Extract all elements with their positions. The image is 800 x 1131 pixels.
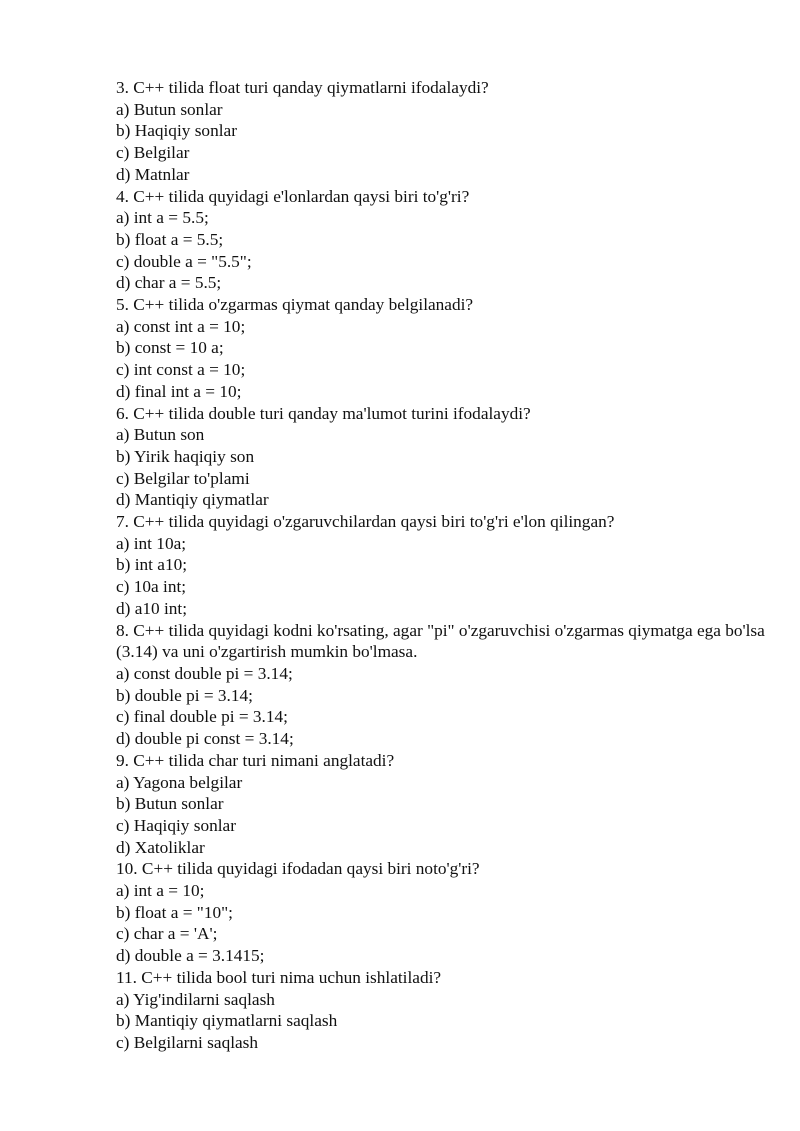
question-10 (116, 858, 766, 967)
option-c: c) Belgilarni saqlash (116, 1032, 259, 1052)
option-d: d) double pi const = 3.14; (116, 729, 294, 749)
option-d: d) Xatoliklar (116, 837, 205, 857)
document-page (116, 77, 770, 1054)
option-a: a) const double pi = 3.14; (116, 663, 293, 683)
question-text: 11. C++ tilida bool turi nima uchun ishlatiladi? (116, 967, 442, 987)
option-d: d) Matnlar (116, 164, 190, 184)
option-a: a) int 10a; (116, 533, 187, 553)
option-b: b) Yirik haqiqiy son (116, 446, 255, 466)
option-d: d) Mantiqiy qiymatlar (116, 490, 269, 510)
option-c: c) final double pi = 3.14; (116, 707, 288, 727)
option-c: c) Belgilar (116, 143, 190, 163)
option-b: b) Haqiqiy sonlar (116, 121, 237, 141)
option-b: b) const = 10 a; (116, 338, 224, 358)
option-d: d) char a = 5.5; (116, 273, 222, 293)
option-a: a) Butun son (116, 425, 205, 445)
option-c: c) char a = 'A'; (116, 924, 218, 944)
question-text: 10. C++ tilida quyidagi ifodadan qaysi biri noto'g'ri? (116, 859, 480, 879)
option-a: a) int a = 10; (116, 881, 205, 901)
question-8 (116, 620, 770, 750)
question-text: 4. C++ tilida quyidagi e'lonlardan qaysi biri to'g'ri? (116, 186, 470, 206)
option-a: a) Yig'indilarni saqlash (116, 989, 275, 1009)
option-a: a) Yagona belgilar (116, 772, 243, 792)
option-b: b) float a = "10"; (116, 902, 233, 922)
option-c: c) int const a = 10; (116, 360, 246, 380)
option-c: c) 10a int; (116, 577, 187, 597)
option-b: b) float a = 5.5; (116, 229, 224, 249)
option-d: d) double a = 3.1415; (116, 946, 265, 966)
question-6 (116, 403, 766, 512)
option-c: c) double a = "5.5"; (116, 251, 252, 271)
question-11 (116, 967, 766, 1054)
option-c: c) Belgilar to'plami (116, 468, 250, 488)
option-d: d) a10 int; (116, 598, 188, 618)
option-c: c) Haqiqiy sonlar (116, 815, 236, 835)
option-b: b) Butun sonlar (116, 794, 224, 814)
option-b: b) Mantiqiy qiymatlarni saqlash (116, 1011, 338, 1031)
question-text: 7. C++ tilida quyidagi o'zgaruvchilardan qaysi biri to'g'ri e'lon qilingan? (116, 512, 615, 532)
option-d: d) final int a = 10; (116, 381, 242, 401)
question-7 (116, 511, 766, 620)
question-text: 8. C++ tilida quyidagi kodni ko'rsating, agar "pi" o'zgaruvchisi o'zgarmas qiymatga ega bo'lsa (3.14) va uni o'zgartirish mumkin bo'lmasa. (116, 620, 770, 662)
question-5 (116, 294, 766, 403)
question-3 (116, 77, 766, 186)
question-text: 9. C++ tilida char turi nimani anglatadi? (116, 750, 395, 770)
option-b: b) int a10; (116, 555, 188, 575)
question-text: 3. C++ tilida float turi qanday qiymatlarni ifodalaydi? (116, 78, 489, 97)
option-a: a) const int a = 10; (116, 316, 246, 336)
option-a: a) int a = 5.5; (116, 208, 209, 228)
question-4 (116, 186, 766, 295)
option-a: a) Butun sonlar (116, 99, 223, 119)
question-text: 5. C++ tilida o'zgarmas qiymat qanday belgilanadi? (116, 295, 474, 315)
question-text: 6. C++ tilida double turi qanday ma'lumot turini ifodalaydi? (116, 403, 531, 423)
question-9 (116, 750, 766, 859)
option-b: b) double pi = 3.14; (116, 685, 253, 705)
